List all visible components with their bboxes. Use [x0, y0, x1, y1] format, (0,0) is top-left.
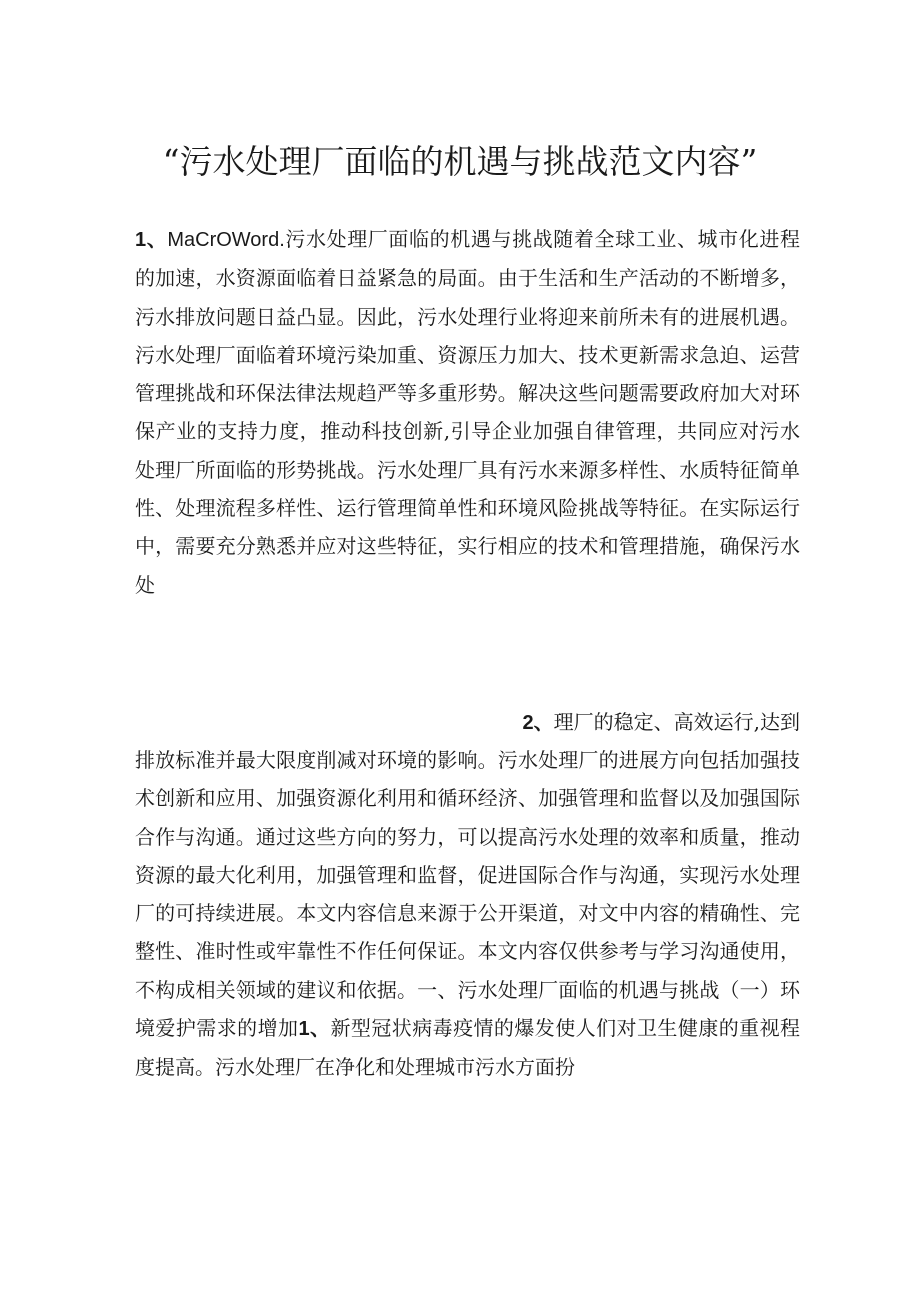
section-2-paragraph — [135, 741, 800, 1087]
section-2-inline-number: 1、 — [298, 1018, 331, 1041]
section-2-text: 排放标准并最大限度削减对环境的影响。污水处理厂的进展方向包括加强技术创新和应用、加强资源化利用和循环经济、加强管理和监督以及加强国际合作与沟通。通过这些方向的努力，可以提高污水处理的效率和质量，推动资源的最大化利用，加强管理和监督，促进国际合作与沟通，实现污水处理厂的可持续进展。本文内容信息来源于公开渠道，对文中内容的精确性、完整性、准时性或牢靠性不作任何保证。本文内容仅供参考与学习沟通使用，不构成相关领域的建议和依据。一、污水处理厂面临的机遇与挑战（一）环境爱护需求的增加 — [135, 748, 800, 1041]
section-2-tail: 新型冠状病毒疫情的爆发使人们对卫生健康的重视程度提高。污水处理厂在净化和处理城市污水方面扮 — [135, 1016, 801, 1080]
section-1-text: 污水处理厂面临的机遇与挑战随着全球工业、城市化进程的加速，水资源面临着日益紧急的局面。由于生活和生产活动的不断增多，污水排放问题日益凸显。因此，污水处理行业将迎来前所未有的进展机遇。污水处理厂面临着环境污染加重、资源压力加大、技术更新需求急迫、运营管理挑战和环保法律法规趋严等多重形势。解决这些问题需要政府加大对环保产业的支持力度，推动科技创新,引导企业加强自律管理，共同应对污水处理厂所面临的形势挑战。污水处理厂具有污水来源多样性、水质特征简单性、处理流程多样性、运行管理简单性和环境风险挑战等特征。在实际运行中，需要充分熟悉并应对这些特征，实行相应的技术和管理措施，确保污水处 — [135, 227, 800, 597]
section-1-number: 1、 — [135, 229, 168, 251]
section-2-heading-line — [135, 703, 800, 742]
document-title: “污水处理厂面临的机遇与挑战范文内容” — [162, 142, 758, 181]
section-1-paragraph — [135, 220, 800, 604]
section-2-lead: 理厂的稳定、高效运行,达到 — [553, 710, 800, 734]
section-2-number: 2、 — [522, 712, 554, 734]
section-1-brand: MaCrOWord. — [167, 229, 285, 251]
